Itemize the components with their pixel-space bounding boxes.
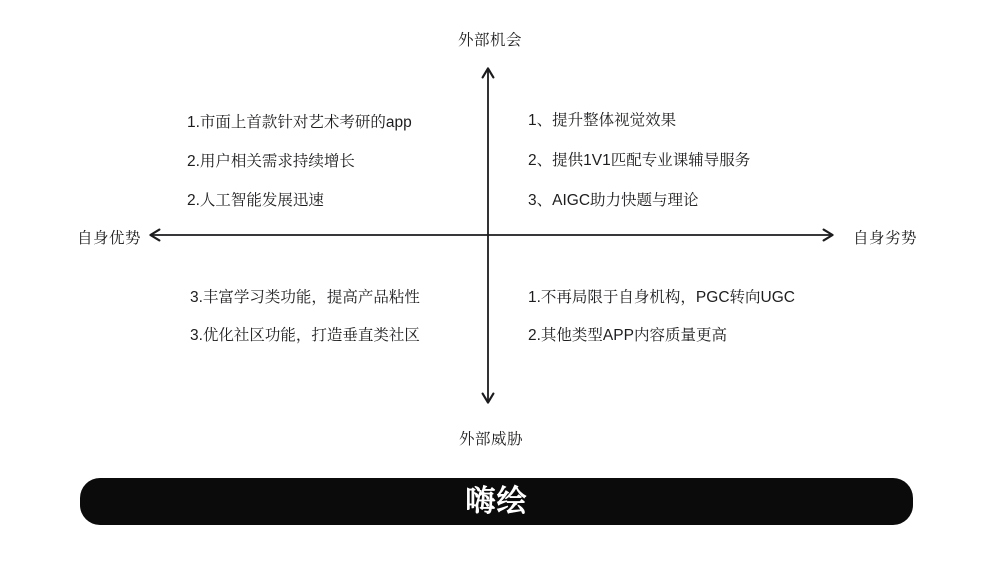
quadrant-item: 3、AIGC助力快题与理论 bbox=[528, 192, 699, 209]
axis-label-strengths: 自身优势 bbox=[77, 230, 142, 247]
quadrant-top-right bbox=[528, 112, 750, 210]
axis-label-weaknesses: 自身劣势 bbox=[853, 230, 918, 247]
quadrant-item: 3.丰富学习类功能，提高产品粘性 bbox=[190, 289, 420, 306]
quadrant-top-left bbox=[187, 114, 412, 210]
quadrant-item: 2.其他类型APP内容质量更高 bbox=[528, 327, 727, 344]
quadrant-item: 2.用户相关需求持续增长 bbox=[187, 153, 355, 170]
quadrant-item: 3.优化社区功能，打造垂直类社区 bbox=[190, 327, 420, 344]
quadrant-item: 1.不再局限于自身机构，PGC转向UGC bbox=[528, 289, 795, 306]
quadrant-item: 1、提升整体视觉效果 bbox=[528, 112, 677, 129]
quadrant-item: 2、提供1V1匹配专业课辅导服务 bbox=[528, 152, 751, 169]
brand-title: 嗨绘 bbox=[465, 484, 528, 518]
axis-label-threats: 外部威胁 bbox=[458, 431, 524, 448]
quadrant-bottom-right bbox=[528, 289, 795, 345]
axis-label-opportunities: 外部机会 bbox=[457, 32, 523, 49]
quadrant-item: 2.人工智能发展迅速 bbox=[187, 192, 324, 209]
quadrant-bottom-left bbox=[190, 289, 420, 345]
brand-banner bbox=[80, 478, 913, 525]
quadrant-item: 1.市面上首款针对艺术考研的app bbox=[187, 114, 412, 131]
